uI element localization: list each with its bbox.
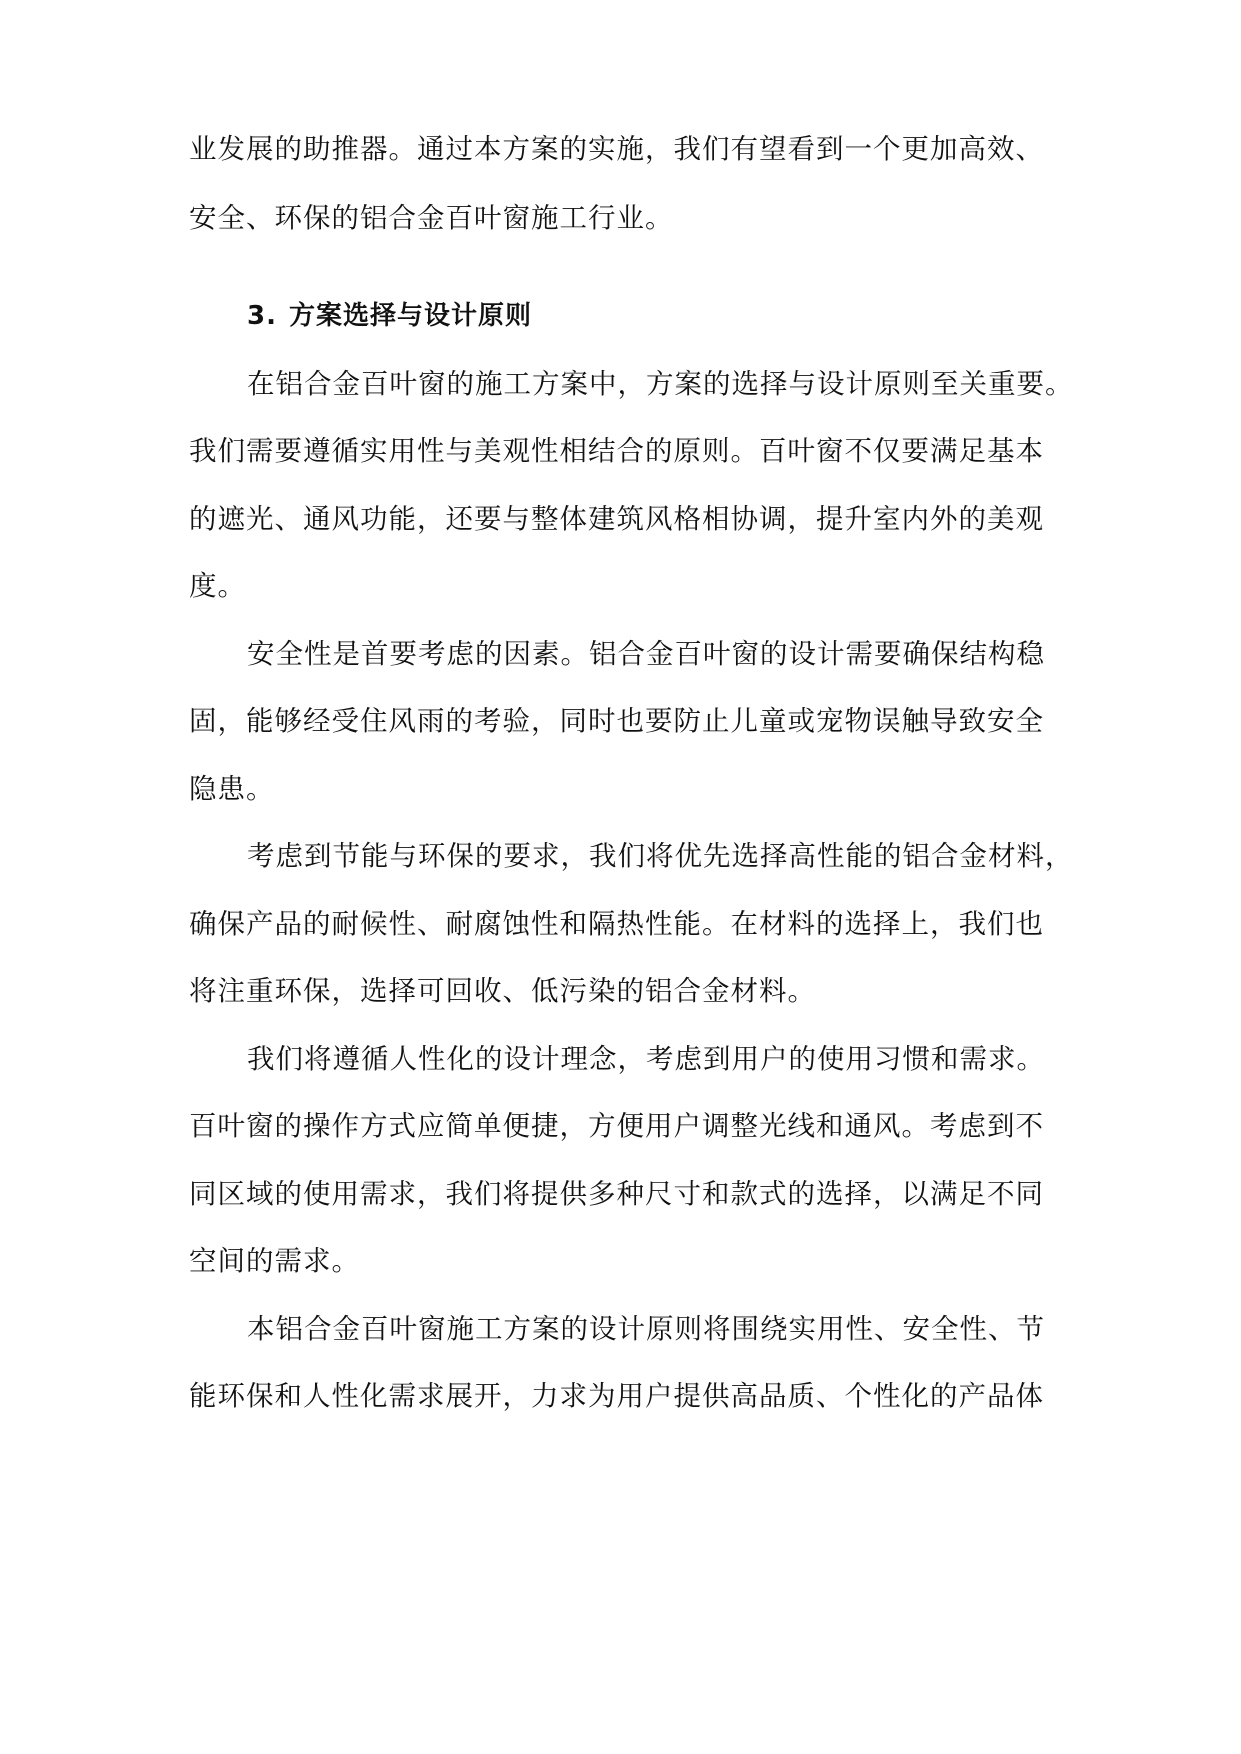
paragraph-3-line-3: 将注重环保，选择可回收、低污染的铝合金材料。	[189, 975, 816, 1007]
paragraph-2-line-3: 隐患。	[189, 773, 275, 805]
paragraph-4-line-1: 我们将遵循人性化的设计理念，考虑到用户的使用习惯和需求。	[247, 1043, 1045, 1075]
section-heading	[0, 296, 1241, 336]
section-title: 方案选择与设计原则	[288, 301, 532, 331]
paragraph-1-line-4: 度。	[189, 570, 246, 602]
continuation-line-2: 安全、环保的铝合金百叶窗施工行业。	[189, 202, 674, 234]
paragraph-2-line-1: 安全性是首要考虑的因素。铝合金百叶窗的设计需要确保结构稳	[247, 638, 1045, 670]
paragraph-5-line-2: 能环保和人性化需求展开，力求为用户提供高品质、个性化的产品体	[189, 1380, 1044, 1412]
paragraph-4-line-2: 百叶窗的操作方式应简单便捷，方便用户调整光线和通风。考虑到不	[189, 1110, 1044, 1142]
paragraph-1-line-3: 的遮光、通风功能，还要与整体建筑风格相协调，提升室内外的美观	[189, 503, 1044, 535]
paragraph-4-line-3: 同区域的使用需求，我们将提供多种尺寸和款式的选择，以满足不同	[189, 1178, 1044, 1210]
paragraph-1-line-1: 在铝合金百叶窗的施工方案中，方案的选择与设计原则至关重要。	[247, 368, 1074, 400]
paragraph-3-line-1: 考虑到节能与环保的要求，我们将优先选择高性能的铝合金材料，	[247, 840, 1074, 872]
section-number: 3.	[247, 301, 277, 331]
paragraph-4-line-4: 空间的需求。	[189, 1245, 360, 1277]
paragraph-5-line-1: 本铝合金百叶窗施工方案的设计原则将围绕实用性、安全性、节	[247, 1313, 1045, 1345]
paragraph-3-line-2: 确保产品的耐候性、耐腐蚀性和隔热性能。在材料的选择上，我们也	[189, 908, 1044, 940]
paragraph-1-line-2: 我们需要遵循实用性与美观性相结合的原则。百叶窗不仅要满足基本	[189, 435, 1044, 467]
paragraph-2-line-2: 固，能够经受住风雨的考验，同时也要防止儿童或宠物误触导致安全	[189, 705, 1044, 737]
continuation-line-1: 业发展的助推器。通过本方案的实施，我们有望看到一个更加高效、	[189, 133, 1044, 165]
